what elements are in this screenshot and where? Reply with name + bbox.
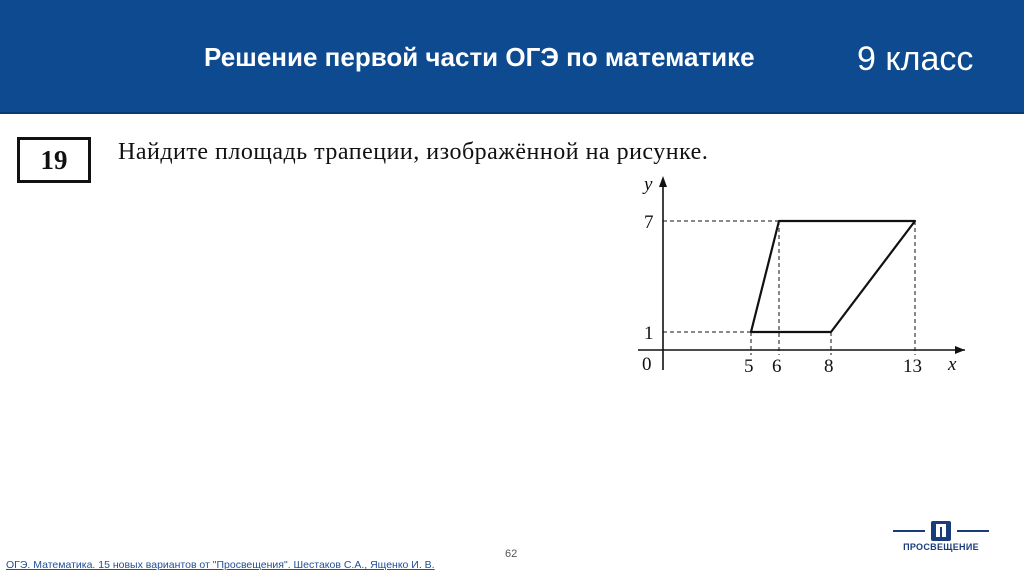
y-tick-7: 7 xyxy=(644,212,654,233)
x-axis-arrow xyxy=(955,346,965,354)
prosveshchenie-logo xyxy=(893,520,989,556)
origin-label: 0 xyxy=(642,354,652,375)
y-tick-1: 1 xyxy=(644,323,654,344)
x-tick-13: 13 xyxy=(903,356,922,377)
task-text: Найдите площадь трапеции, изображённой на рисунке. xyxy=(118,139,709,165)
logo-emblem-icon xyxy=(893,520,989,542)
x-tick-8: 8 xyxy=(824,356,834,377)
task-number-box: 19 xyxy=(17,137,91,183)
trapezoid xyxy=(751,221,915,332)
slide-header xyxy=(0,0,1024,114)
source-link[interactable]: ОГЭ. Математика. 15 новых вариантов от "Просвещения". Шестаков С.А., Ященко И. В. xyxy=(6,559,435,571)
slide-title: Решение первой части ОГЭ по математике xyxy=(204,42,755,72)
grade-label: 9 класс xyxy=(857,40,974,78)
x-tick-5: 5 xyxy=(744,356,754,377)
logo-text: ПРОСВЕЩЕНИЕ xyxy=(903,542,979,552)
trapezoid-plot xyxy=(620,170,970,380)
x-axis-label: x xyxy=(948,354,957,375)
slide-number: 62 xyxy=(505,548,518,560)
x-tick-6: 6 xyxy=(772,356,782,377)
y-axis-label: y xyxy=(644,174,653,195)
y-axis-arrow xyxy=(659,176,667,187)
